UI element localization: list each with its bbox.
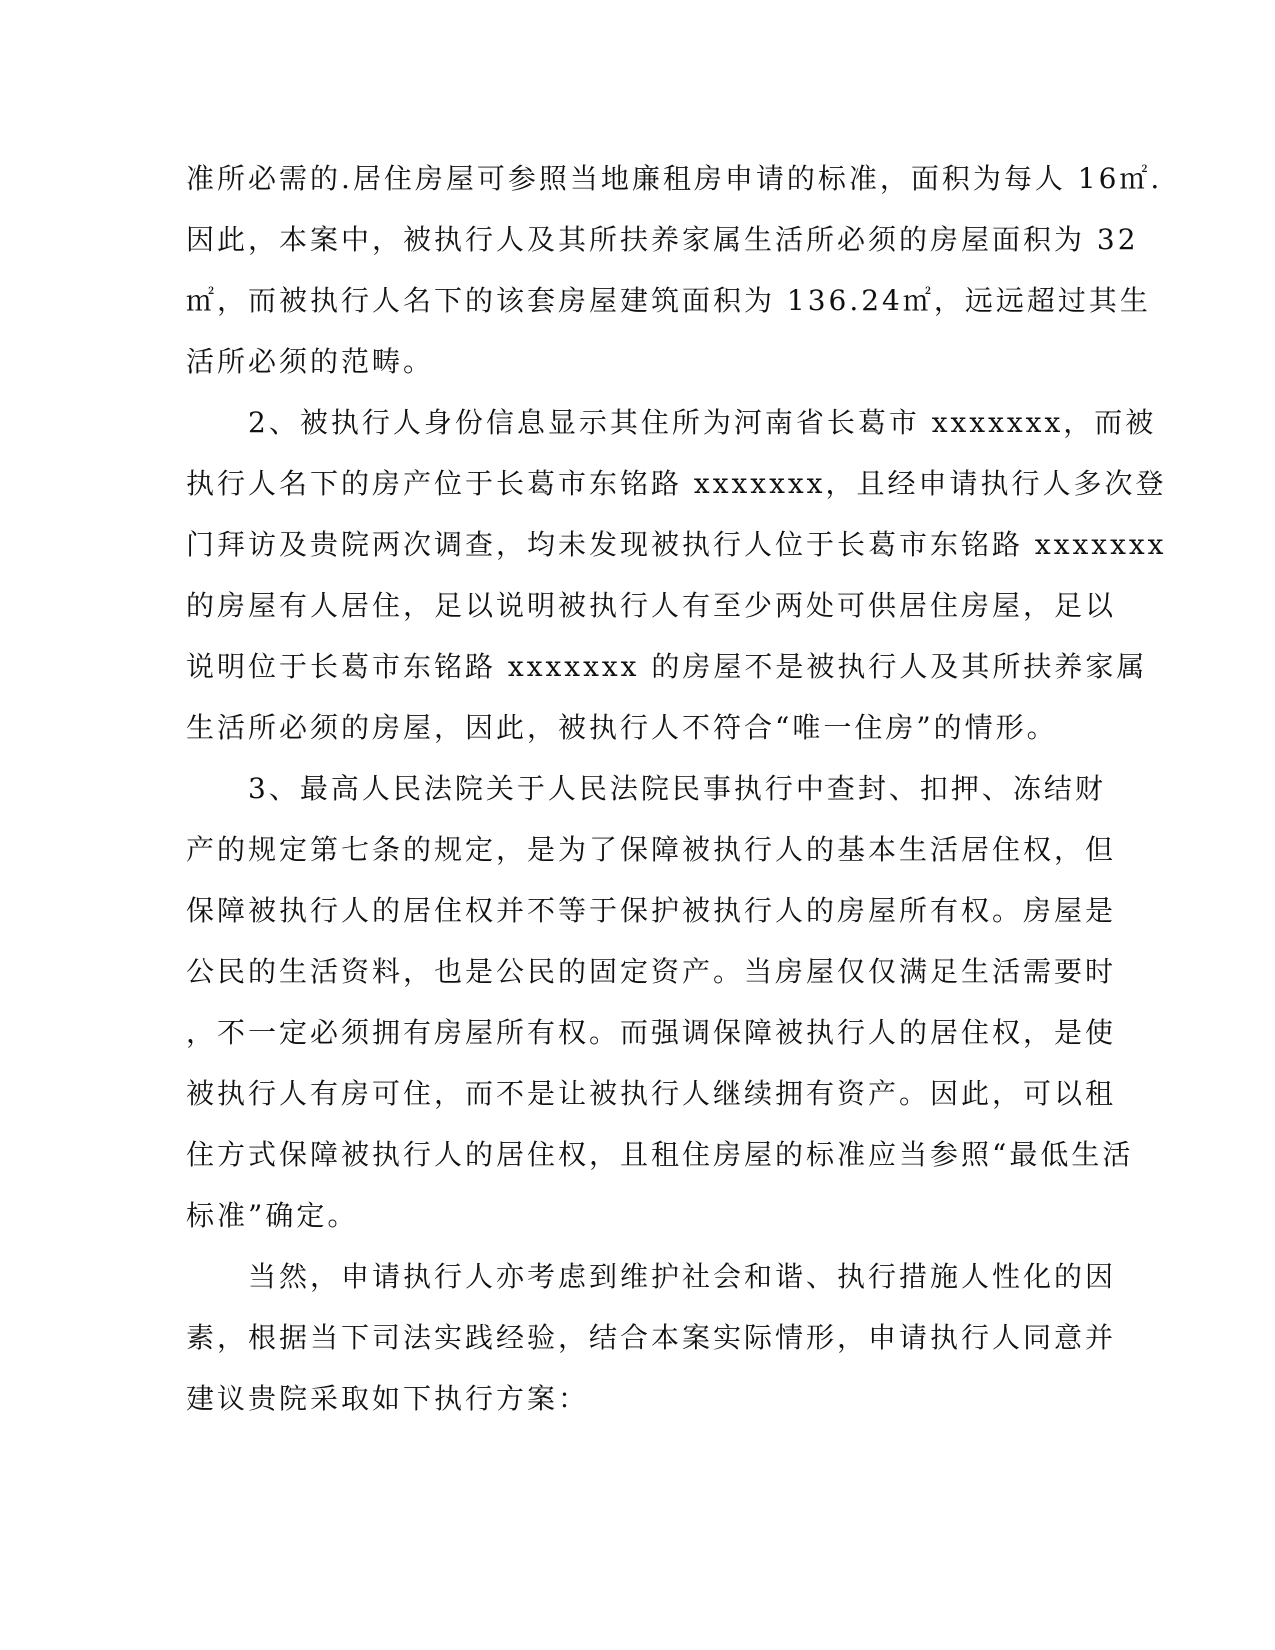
text-line: 的房屋有人居住，足以说明被执行人有至少两处可供居住房屋，足以	[186, 589, 1117, 622]
text-line: 建议贵院采取如下执行方案：	[186, 1382, 590, 1415]
text-line: 准所必需的.居住房屋可参照当地廉租房申请的标准，面积为每人 16㎡.	[186, 162, 1163, 195]
text-line: 执行人名下的房产位于长葛市东铭路 xxxxxxx，且经申请执行人多次登	[186, 467, 1167, 500]
text-line: 活所必须的范畴。	[186, 345, 435, 378]
text-line: 标准”确定。	[186, 1199, 359, 1232]
text-line: 门拜访及贵院两次调查，均未发现被执行人位于长葛市东铭路 xxxxxxx	[186, 528, 1167, 561]
text-line: 2、被执行人身份信息显示其住所为河南省长葛市 xxxxxxx，而被	[186, 406, 1157, 439]
text-line: ㎡，而被执行人名下的该套房屋建筑面积为 136.24㎡，远远超过其生	[186, 284, 1151, 317]
text-line: 因此，本案中，被执行人及其所扶养家属生活所必须的房屋面积为 32	[186, 223, 1139, 256]
text-line: 当然，申请执行人亦考虑到维护社会和谐、执行措施人性化的因	[186, 1260, 1117, 1293]
text-line: 被执行人有房可住，而不是让被执行人继续拥有资产。因此，可以租	[186, 1077, 1117, 1110]
text-line: 生活所必须的房屋，因此，被执行人不符合“唯一住房”的情形。	[186, 711, 1058, 744]
text-line: 说明位于长葛市东铭路 xxxxxxx 的房屋不是被执行人及其所扶养家属	[186, 650, 1148, 683]
text-line: 产的规定第七条的规定，是为了保障被执行人的基本生活居住权，但	[186, 833, 1117, 866]
text-line: 住方式保障被执行人的居住权，且租住房屋的标准应当参照“最低生活	[186, 1138, 1134, 1171]
text-line: ，不一定必须拥有房屋所有权。而强调保障被执行人的居住权，是使	[186, 1016, 1117, 1049]
text-line: 素，根据当下司法实践经验，结合本案实际情形，申请执行人同意并	[186, 1321, 1117, 1354]
text-line: 保障被执行人的居住权并不等于保护被执行人的房屋所有权。房屋是	[186, 894, 1117, 927]
text-line: 公民的生活资料，也是公民的固定资产。当房屋仅仅满足生活需要时	[186, 955, 1117, 988]
text-line: 3、最高人民法院关于人民法院民事执行中查封、扣押、冻结财	[186, 772, 1106, 805]
body-text	[186, 148, 1167, 1429]
